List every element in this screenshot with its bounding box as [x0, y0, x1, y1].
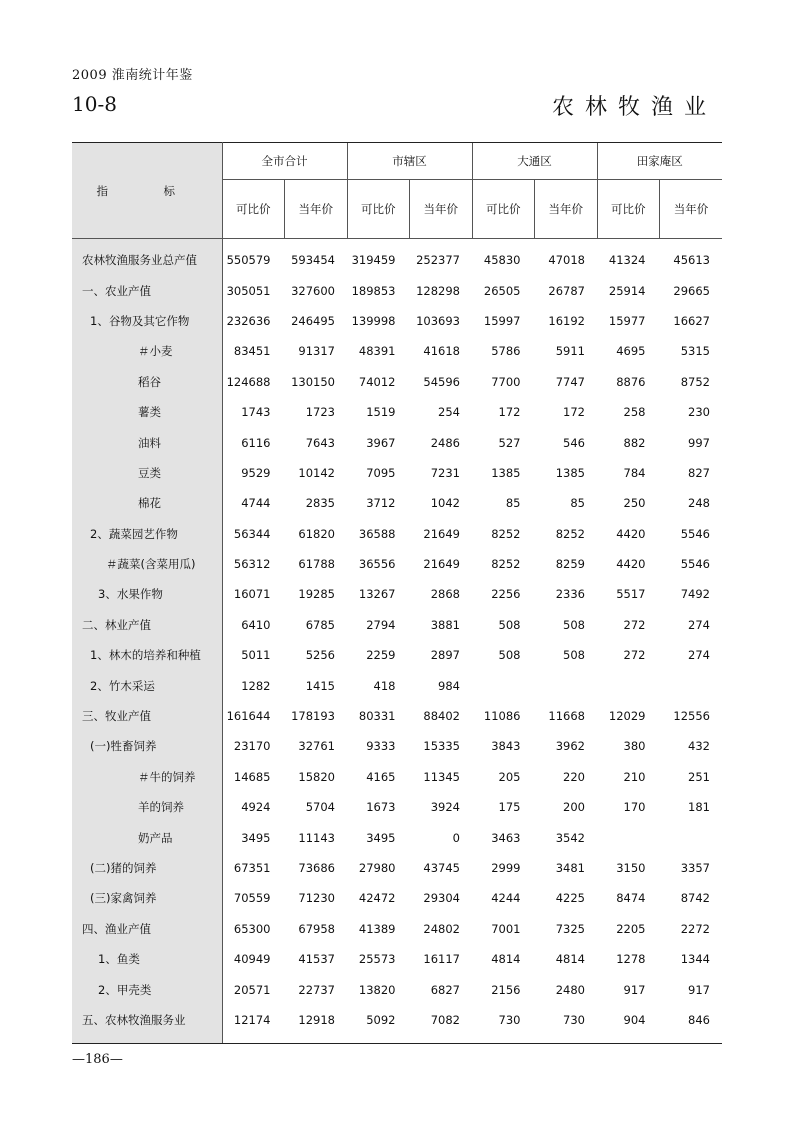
value-cell: 2794 — [366, 617, 396, 632]
row-label: 3、水果作物 — [72, 579, 222, 609]
value-cell: 827 — [688, 465, 710, 480]
value-cell: 25914 — [608, 283, 646, 298]
value-cell: 2999 — [491, 861, 521, 875]
value-cell: 327600 — [291, 283, 335, 298]
table-row — [72, 549, 722, 579]
row-label: 羊的饲养 — [72, 792, 222, 822]
value-cell: 2480 — [555, 982, 585, 997]
value-cell: 418 — [373, 678, 396, 693]
value-cell: 32761 — [298, 739, 335, 754]
value-cell: 917 — [623, 982, 646, 997]
table-row — [72, 488, 722, 518]
value-cell: 130150 — [291, 374, 335, 389]
value-cell: 56312 — [233, 557, 271, 572]
value-cell: 272 — [623, 648, 646, 663]
value-cell: 258 — [623, 405, 646, 420]
value-cell: 5546 — [680, 526, 710, 541]
table-row — [72, 944, 722, 974]
value-cell: 8742 — [680, 891, 710, 906]
page-number: —186— — [72, 1052, 123, 1067]
value-cell: 71230 — [298, 891, 335, 906]
sub-header-comparable-price: 可比价 — [347, 180, 410, 239]
row-label: ＃小麦 — [72, 336, 222, 366]
value-cell: 85 — [505, 496, 521, 511]
value-cell: 252377 — [416, 253, 460, 268]
value-cell: 3150 — [616, 861, 646, 875]
value-cell: 6116 — [241, 435, 271, 450]
value-cell: 2259 — [366, 648, 396, 663]
row-label: 二、林业产值 — [72, 610, 222, 640]
value-cell: 65300 — [233, 921, 271, 936]
value-cell: 29665 — [673, 283, 710, 298]
value-cell: 189853 — [351, 283, 396, 298]
value-cell: 15820 — [298, 769, 335, 784]
value-cell: 508 — [498, 617, 521, 632]
value-cell: 593454 — [291, 253, 335, 268]
sub-header-current-price: 当年价 — [535, 180, 598, 239]
value-cell: 85 — [570, 496, 585, 511]
value-cell: 181 — [688, 800, 710, 815]
value-cell: 2156 — [491, 982, 521, 997]
value-cell: 997 — [688, 435, 710, 450]
value-cell: 8876 — [616, 374, 646, 389]
section-number: 10-8 — [72, 92, 117, 116]
value-cell: 1282 — [241, 678, 271, 693]
sub-header-comparable-price: 可比价 — [597, 180, 660, 239]
value-cell: 11345 — [423, 769, 460, 784]
row-label: 1、鱼类 — [72, 944, 222, 974]
table-row — [72, 853, 722, 883]
group-header-total: 全市合计 — [222, 143, 347, 180]
value-cell: 246495 — [291, 313, 335, 328]
spacer-row — [72, 1035, 722, 1044]
value-cell: 917 — [688, 982, 710, 997]
row-label: 五、农林牧渔服务业 — [72, 1005, 222, 1035]
value-cell: 1415 — [305, 678, 335, 693]
value-cell: 4695 — [616, 344, 646, 359]
value-cell: 161644 — [226, 709, 271, 724]
table-row — [72, 883, 722, 913]
row-label: 油料 — [72, 427, 222, 457]
value-cell: 5011 — [241, 648, 271, 663]
table-row — [72, 822, 722, 852]
value-cell: 6785 — [305, 617, 335, 632]
value-cell: 7492 — [680, 587, 710, 602]
table-row — [72, 1005, 722, 1035]
value-cell: 730 — [498, 1012, 521, 1027]
statistics-table — [72, 142, 722, 1044]
value-cell: 70559 — [233, 891, 271, 906]
value-cell: 5704 — [305, 800, 335, 815]
value-cell: 508 — [498, 648, 521, 663]
value-cell: 3463 — [491, 830, 521, 845]
value-cell: 5786 — [491, 344, 521, 359]
value-cell: 6410 — [241, 617, 271, 632]
value-cell: 9529 — [241, 465, 271, 480]
value-cell: 305051 — [226, 283, 271, 298]
value-cell: 36556 — [358, 557, 396, 572]
value-cell: 7747 — [555, 374, 585, 389]
value-cell: 41537 — [298, 952, 335, 967]
section-title: 农林牧渔业 — [551, 95, 717, 120]
value-cell: 41618 — [423, 344, 460, 359]
value-cell: 0 — [452, 830, 460, 845]
value-cell: 56344 — [233, 526, 271, 541]
table-row — [72, 914, 722, 944]
row-label: 一、农业产值 — [72, 275, 222, 305]
group-header-datong: 大通区 — [472, 143, 597, 180]
value-cell: 25573 — [358, 952, 396, 967]
value-cell: 83451 — [233, 344, 271, 359]
value-cell: 80331 — [358, 709, 396, 724]
value-cell: 4420 — [616, 526, 646, 541]
table-row — [72, 427, 722, 457]
value-cell: 9333 — [366, 739, 396, 754]
value-cell: 2272 — [680, 921, 710, 936]
table-row — [72, 579, 722, 609]
yearbook-title: 2009 淮南统计年鉴 — [72, 68, 193, 83]
value-cell: 74012 — [358, 374, 396, 389]
value-cell: 527 — [498, 435, 521, 450]
row-label: 1、林木的培养和种植 — [72, 640, 222, 670]
value-cell: 730 — [563, 1012, 585, 1027]
value-cell: 3843 — [491, 739, 521, 754]
table-row — [72, 640, 722, 670]
value-cell: 12174 — [233, 1012, 271, 1027]
value-cell: 4814 — [491, 952, 521, 967]
indicator-header: 指 标 — [72, 143, 222, 239]
value-cell: 27980 — [358, 861, 396, 875]
value-cell: 16071 — [233, 587, 271, 602]
value-cell: 272 — [623, 617, 646, 632]
value-cell: 45613 — [673, 253, 710, 268]
value-cell: 15335 — [423, 739, 460, 754]
value-cell: 210 — [623, 769, 646, 784]
value-cell: 220 — [563, 769, 585, 784]
row-label: (三)家禽饲养 — [72, 883, 222, 913]
value-cell: 4420 — [616, 557, 646, 572]
value-cell: 12029 — [608, 709, 646, 724]
sub-header-comparable-price: 可比价 — [222, 180, 285, 239]
value-cell: 546 — [563, 435, 585, 450]
value-cell — [660, 822, 723, 852]
row-label: ＃牛的饲养 — [72, 762, 222, 792]
value-cell: 26787 — [548, 283, 585, 298]
value-cell: 4744 — [241, 496, 271, 511]
value-cell: 42472 — [358, 891, 396, 906]
row-label: 2、竹木采运 — [72, 670, 222, 700]
value-cell: 248 — [688, 496, 710, 511]
table-row — [72, 670, 722, 700]
value-cell: 2486 — [430, 435, 460, 450]
value-cell: 2835 — [305, 496, 335, 511]
value-cell: 43745 — [423, 861, 460, 875]
table-row — [72, 306, 722, 336]
value-cell: 319459 — [351, 253, 396, 268]
table-row — [72, 458, 722, 488]
value-cell: 45830 — [483, 253, 521, 268]
table-row — [72, 762, 722, 792]
value-cell: 11668 — [548, 709, 585, 724]
value-cell: 16192 — [548, 313, 585, 328]
row-label: (一)牲畜饲养 — [72, 731, 222, 761]
value-cell: 3542 — [555, 830, 585, 845]
value-cell: 274 — [688, 648, 710, 663]
value-cell: 508 — [563, 648, 585, 663]
value-cell: 784 — [623, 465, 646, 480]
row-label: 2、蔬菜园艺作物 — [72, 519, 222, 549]
value-cell — [597, 822, 660, 852]
value-cell: 3357 — [680, 861, 710, 875]
value-cell: 13267 — [358, 587, 396, 602]
table-body — [72, 239, 722, 1044]
value-cell: 41389 — [358, 921, 396, 936]
value-cell: 15977 — [608, 313, 646, 328]
value-cell: 6827 — [430, 982, 460, 997]
value-cell: 41324 — [608, 253, 646, 268]
value-cell: 4244 — [491, 891, 521, 906]
table-row — [72, 519, 722, 549]
value-cell: 5092 — [366, 1012, 396, 1027]
value-cell: 8752 — [680, 374, 710, 389]
group-header-urban-districts: 市辖区 — [347, 143, 472, 180]
value-cell: 4814 — [555, 952, 585, 967]
value-cell: 5911 — [555, 344, 585, 359]
value-cell: 172 — [563, 405, 585, 420]
value-cell: 48391 — [358, 344, 396, 359]
value-cell: 36588 — [358, 526, 396, 541]
value-cell: 1385 — [491, 465, 521, 480]
table-row — [72, 974, 722, 1004]
value-cell: 4225 — [555, 891, 585, 906]
value-cell: 139998 — [351, 313, 396, 328]
value-cell: 88402 — [423, 709, 460, 724]
sub-header-current-price: 当年价 — [410, 180, 473, 239]
value-cell: 1385 — [555, 465, 585, 480]
value-cell: 15997 — [483, 313, 521, 328]
value-cell: 7700 — [491, 374, 521, 389]
value-cell: 1278 — [616, 952, 646, 967]
value-cell: 8259 — [555, 557, 585, 572]
value-cell — [660, 670, 723, 700]
value-cell: 2897 — [430, 648, 460, 663]
value-cell: 4924 — [241, 800, 271, 815]
value-cell: 380 — [623, 739, 646, 754]
value-cell: 5256 — [305, 648, 335, 663]
value-cell: 274 — [688, 617, 710, 632]
table-row — [72, 792, 722, 822]
value-cell: 19285 — [298, 587, 335, 602]
table-row — [72, 275, 722, 305]
value-cell: 3495 — [366, 830, 396, 845]
value-cell: 3495 — [241, 830, 271, 845]
value-cell: 103693 — [416, 313, 460, 328]
value-cell: 3967 — [366, 435, 396, 450]
value-cell: 21649 — [423, 526, 460, 541]
value-cell: 5546 — [680, 557, 710, 572]
row-label: 奶产品 — [72, 822, 222, 852]
row-label: 稻谷 — [72, 367, 222, 397]
value-cell: 61820 — [298, 526, 335, 541]
value-cell: 16117 — [423, 952, 460, 967]
value-cell: 904 — [623, 1012, 646, 1027]
table-row — [72, 701, 722, 731]
value-cell: 1042 — [430, 496, 460, 511]
value-cell: 73686 — [298, 861, 335, 875]
row-label: 1、谷物及其它作物 — [72, 306, 222, 336]
value-cell: 3712 — [366, 496, 396, 511]
value-cell: 882 — [623, 435, 646, 450]
value-cell: 24802 — [423, 921, 460, 936]
value-cell: 22737 — [298, 982, 335, 997]
row-label: ＃蔬菜(含菜用瓜) — [72, 549, 222, 579]
value-cell: 14685 — [233, 769, 271, 784]
value-cell: 2336 — [555, 587, 585, 602]
value-cell: 1344 — [680, 952, 710, 967]
value-cell — [472, 670, 535, 700]
value-cell: 175 — [498, 800, 521, 815]
group-header-tianjiaan: 田家庵区 — [597, 143, 722, 180]
value-cell: 205 — [498, 769, 521, 784]
value-cell: 170 — [623, 800, 646, 815]
value-cell: 1743 — [241, 405, 271, 420]
value-cell: 124688 — [226, 374, 271, 389]
row-label: 农林牧渔服务业总产值 — [72, 245, 222, 275]
value-cell: 16627 — [673, 313, 710, 328]
value-cell: 172 — [498, 405, 521, 420]
value-cell: 8252 — [491, 526, 521, 541]
value-cell: 3924 — [430, 800, 460, 815]
sub-header-current-price: 当年价 — [285, 180, 348, 239]
value-cell: 2205 — [616, 921, 646, 936]
value-cell: 178193 — [291, 709, 335, 724]
value-cell: 5315 — [680, 344, 710, 359]
value-cell: 7643 — [305, 435, 335, 450]
value-cell: 8252 — [555, 526, 585, 541]
table-row — [72, 367, 722, 397]
value-cell: 20571 — [233, 982, 271, 997]
row-label: 三、牧业产值 — [72, 701, 222, 731]
value-cell: 21649 — [423, 557, 460, 572]
value-cell — [597, 670, 660, 700]
value-cell: 7325 — [555, 921, 585, 936]
table-row — [72, 336, 722, 366]
value-cell: 7231 — [430, 465, 460, 480]
row-label: 豆类 — [72, 458, 222, 488]
value-cell: 250 — [623, 496, 646, 511]
value-cell: 432 — [688, 739, 710, 754]
table-row — [72, 610, 722, 640]
value-cell: 232636 — [226, 313, 271, 328]
value-cell: 7082 — [430, 1012, 460, 1027]
value-cell: 1673 — [366, 800, 396, 815]
table-row — [72, 397, 722, 427]
value-cell: 26505 — [483, 283, 521, 298]
value-cell: 846 — [688, 1012, 710, 1027]
value-cell: 508 — [563, 617, 585, 632]
value-cell: 254 — [438, 405, 460, 420]
value-cell: 67958 — [298, 921, 335, 936]
table-row — [72, 731, 722, 761]
row-label: 棉花 — [72, 488, 222, 518]
value-cell: 10142 — [298, 465, 335, 480]
sub-header-current-price: 当年价 — [660, 180, 723, 239]
value-cell: 12556 — [673, 709, 710, 724]
value-cell: 2256 — [491, 587, 521, 602]
value-cell: 8252 — [491, 557, 521, 572]
value-cell: 3962 — [555, 739, 585, 754]
value-cell: 91317 — [298, 344, 335, 359]
value-cell: 2868 — [430, 587, 460, 602]
value-cell: 7001 — [491, 921, 521, 936]
value-cell — [535, 670, 598, 700]
value-cell: 11143 — [298, 830, 335, 845]
value-cell: 47018 — [548, 253, 585, 268]
value-cell: 251 — [688, 769, 710, 784]
value-cell: 200 — [563, 800, 585, 815]
row-label: 2、甲壳类 — [72, 974, 222, 1004]
value-cell: 61788 — [298, 557, 335, 572]
value-cell: 29304 — [423, 891, 460, 906]
value-cell: 3481 — [555, 861, 585, 875]
value-cell: 7095 — [366, 465, 396, 480]
value-cell: 984 — [438, 678, 460, 693]
value-cell: 230 — [688, 405, 710, 420]
value-cell: 128298 — [416, 283, 460, 298]
value-cell: 4165 — [366, 769, 396, 784]
table-row — [72, 245, 722, 275]
row-label: 薯类 — [72, 397, 222, 427]
value-cell: 67351 — [233, 861, 271, 875]
value-cell: 11086 — [483, 709, 521, 724]
value-cell: 1723 — [305, 405, 335, 420]
value-cell: 5517 — [616, 587, 646, 602]
value-cell: 54596 — [423, 374, 460, 389]
row-label: 四、渔业产值 — [72, 914, 222, 944]
value-cell: 12918 — [298, 1012, 335, 1027]
value-cell: 3881 — [430, 617, 460, 632]
row-label: (二)猪的饲养 — [72, 853, 222, 883]
value-cell: 1519 — [366, 405, 396, 420]
value-cell: 40949 — [233, 952, 271, 967]
value-cell: 8474 — [616, 891, 646, 906]
value-cell: 13820 — [358, 982, 396, 997]
sub-header-comparable-price: 可比价 — [472, 180, 535, 239]
value-cell: 550579 — [226, 253, 271, 268]
value-cell: 23170 — [233, 739, 271, 754]
